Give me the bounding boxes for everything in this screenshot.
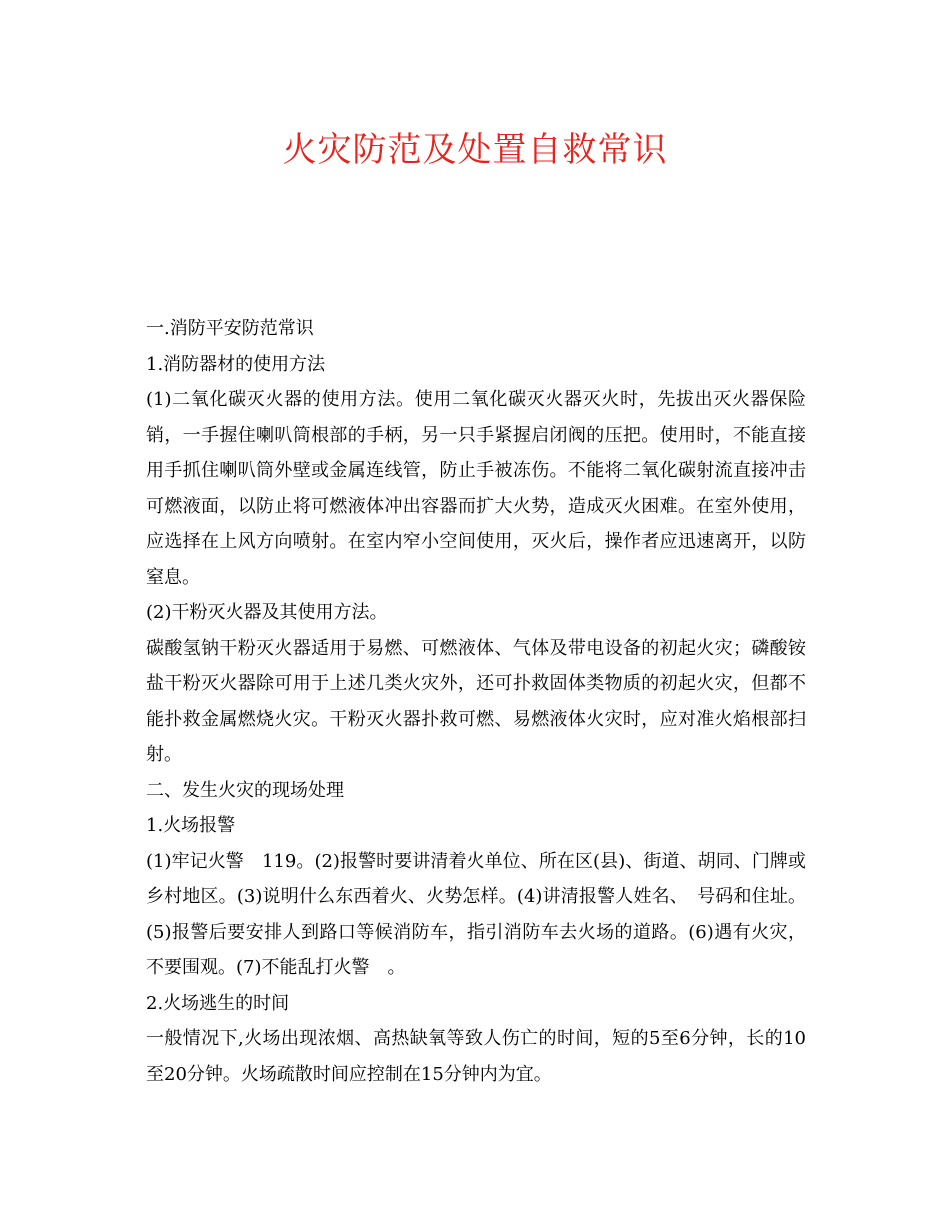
paragraph-fire-alarm: (1)牢记火警 119。(2)报警时要讲清着火单位、所在区(县)、街道、胡同、门牌或乡村地区。(3)说明什么东西着火、火势怎样。(4)讲清报警人姓名、 号码和住址。(5)报警后要安排人到路口等候消防车，指引消防车去火场的道路。(6)遇有火灾，不要围观。(7)不能乱打火警 。: [146, 850, 806, 978]
document-body: [146, 311, 806, 1092]
subheading-dry-powder: (2)干粉灭火器及其使用方法。: [146, 602, 388, 623]
paragraph-escape-time: 一般情况下,火场出现浓烟、高热缺氧等致人伤亡的时间，短的5至6分钟，长的10至20分钟。火场疏散时间应控制在15分钟内为宜。: [146, 1028, 806, 1085]
subheading-fire-alarm: 1.火场报警: [146, 815, 236, 836]
document-title: 火灾防范及处置自救常识: [282, 130, 668, 170]
paragraph-dry-powder: 碳酸氢钠干粉灭火器适用于易燃、可燃液体、气体及带电设备的初起火灾；磷酸铵盐干粉灭火器除可用于上述几类火灾外，还可扑救固体类物质的初起火灾，但都不能扑救金属燃烧火灾。干粉灭火器扑救可燃、易燃液体火灾时，应对准火焰根部扫射。: [146, 637, 806, 765]
subheading-escape-time: 2.火场逃生的时间: [146, 992, 290, 1014]
subheading-equipment-usage: 1.消防器材的使用方法: [146, 353, 326, 375]
paragraph-co2-extinguisher: (1)二氧化碳灭火器的使用方法。使用二氧化碳灭火器灭火时，先拔出灭火器保险销，一手握住喇叭筒根部的手柄，另一只手紧握启闭阀的压把。使用时，不能直接用手抓住喇叭筒外壁或金属连线管，防止手被冻伤。不能将二氧化碳射流直接冲击可燃液面，以防止将可燃液体冲出容器而扩大火势，造成灭火困难。在室外使用，应选择在上风方向喷射。在室内窄小空间使用，灭火后，操作者应迅速离开，以防窒息。: [146, 389, 806, 588]
section-heading-fire-scene: 二、发生火灾的现场处理: [146, 779, 344, 801]
section-heading-fire-safety: 一.消防平安防范常识: [146, 318, 314, 339]
